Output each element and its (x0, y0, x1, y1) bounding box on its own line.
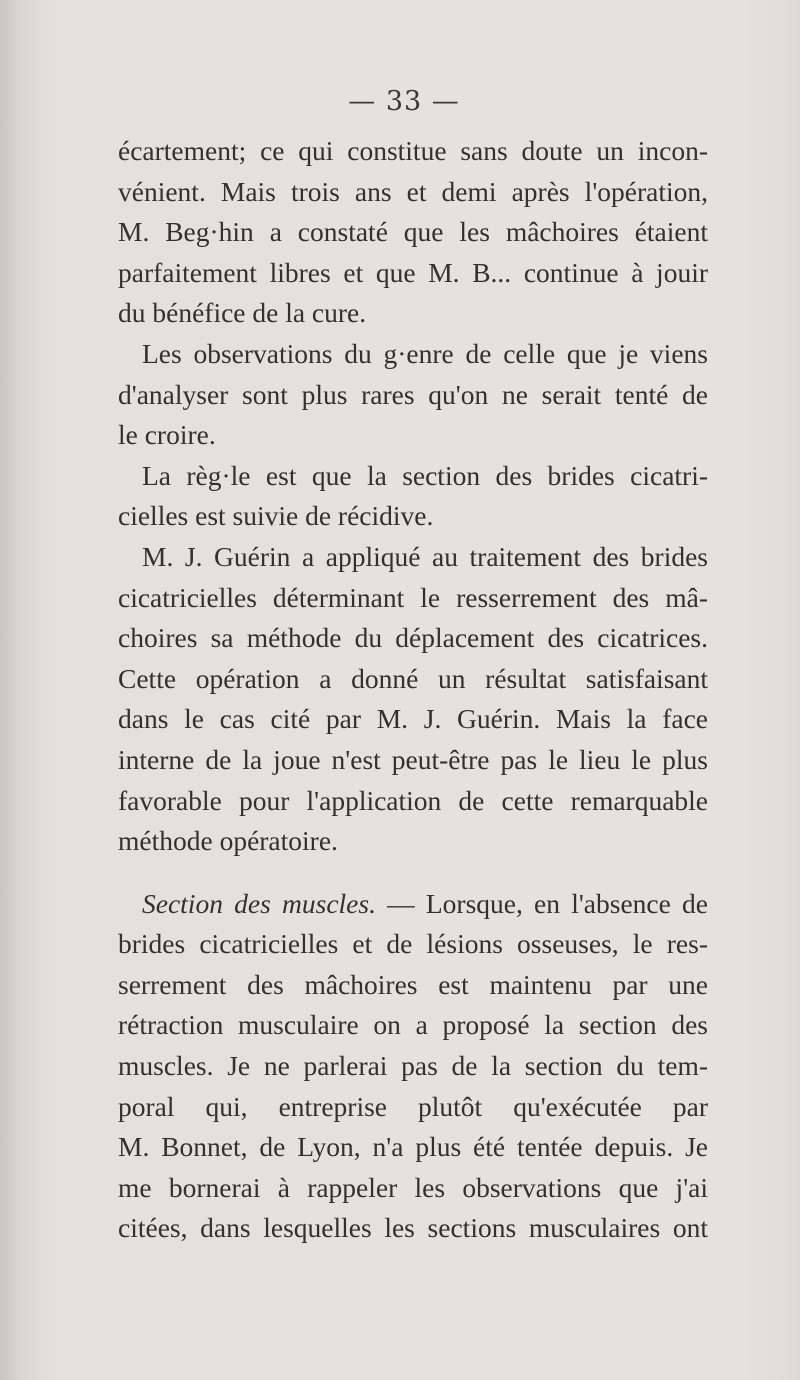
text-line: citées, dans lesquelles les sections musculaires ont (118, 1212, 708, 1244)
text-line: du bénéfice de la cure. (118, 297, 367, 329)
text-line: muscles. Je ne parlerai pas de la section du tem- (118, 1050, 708, 1082)
text-line: poral qui, entreprise plutôt qu'exécutée par (118, 1090, 708, 1122)
section-first-line-text: — Lorsque, en l'absence de (375, 887, 708, 919)
text-line: favorable pour l'application de cette remarquable (118, 784, 708, 816)
text-line: le croire. (118, 419, 216, 451)
text-line: dans le cas cité par M. J. Guérin. Mais la face (118, 703, 708, 735)
text-line: M. J. Guérin a appliqué au traitement des brides (142, 540, 708, 572)
text-line: Cette opération a donné un résultat satisfaisant (118, 662, 708, 694)
section-heading: Section des muscles. (142, 887, 376, 919)
text-line: vénient. Mais trois ans et demi après l'opération, (118, 175, 708, 207)
text-line: rétraction musculaire on a proposé la section des (118, 1009, 708, 1041)
section-first-line (118, 884, 708, 925)
text-line: M. Bonnet, de Lyon, n'a plus été tentée depuis. Je (118, 1131, 708, 1163)
page-number: — 33 — (348, 86, 460, 117)
text-line: Les observations du g·enre de celle que je viens (142, 337, 708, 369)
text-line: méthode opératoire. (118, 825, 338, 857)
text-line: cielles est suivie de récidive. (118, 500, 434, 532)
text-line: La règ·le est que la section des brides cicatri- (142, 459, 708, 491)
text-line: d'analyser sont plus rares qu'on ne serait tenté de (118, 378, 708, 410)
text-line: M. Beg·hin a constaté que les mâchoires étaient (118, 216, 708, 248)
text-line: parfaitement libres et que M. B... continue à jouir (118, 256, 708, 288)
text-line: brides cicatricielles et de lésions osseuses, le res- (118, 928, 708, 960)
body-text (118, 131, 708, 1249)
text-line: serrement des mâchoires est maintenu par une (118, 968, 708, 1000)
text-line: choires sa méthode du déplacement des cicatrices. (118, 622, 708, 654)
text-line: interne de la joue n'est peut-être pas le lieu le plus (118, 743, 708, 775)
text-line: me bornerai à rappeler les observations que j'ai (118, 1171, 708, 1203)
text-line: écartement; ce qui constitue sans doute un incon- (118, 135, 708, 166)
text-line: cicatricielles déterminant le resserrement des mâ- (118, 581, 708, 613)
